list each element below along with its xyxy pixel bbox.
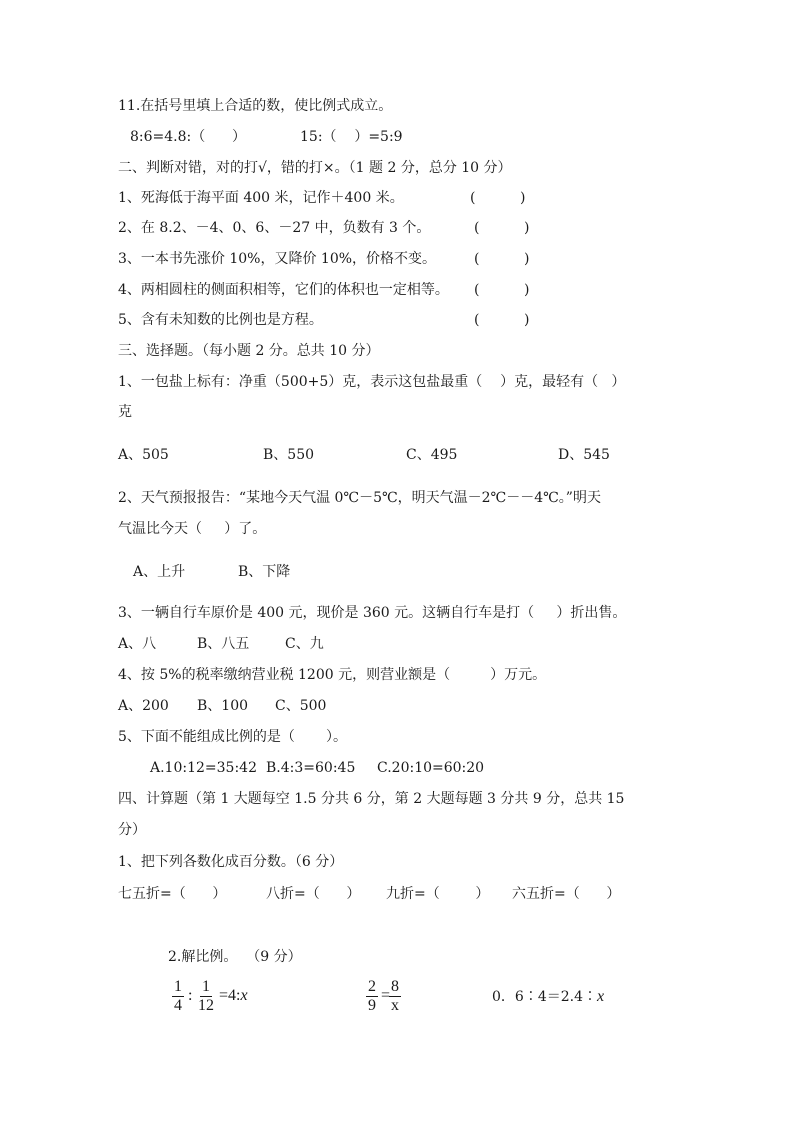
section4-title-line1: 四、计算题（第 1 大题每空 1.5 分共 6 分，第 2 大题每题 3 分共 9 分，总共 15 xyxy=(118,791,625,807)
choice-q1-line2: 克 xyxy=(118,404,132,420)
fraction-8-x: $\frac{8}{x}$ xyxy=(391,978,399,1014)
choice-q5-option-a: A.10:12=35:42 xyxy=(150,760,257,776)
calc-part1-item-1: 七五折=（ ） xyxy=(118,886,227,902)
choice-q1-option-c: C、495 xyxy=(406,447,458,463)
q11-title: 11.在括号里填上合适的数，使比例式成立。 xyxy=(118,98,393,114)
proportion-equation-3: 0．6∶4＝2.4∶x xyxy=(492,988,605,1005)
judge-item-1: 1、死海低于海平面 400 米，记作＋400 米。 xyxy=(118,190,404,206)
judge-blank-2: ( ) xyxy=(474,220,530,236)
choice-q2-option-a: A、上升 xyxy=(133,564,186,580)
choice-q2-line1: 2、天气预报报告：“某地今天气温 0℃－5℃，明天气温－2℃－－4℃。”明天 xyxy=(118,490,601,506)
judge-item-2: 2、在 8.2、－4、0、6、－27 中，负数有 3 个。 xyxy=(118,220,431,236)
choice-q3-option-a: A、八 xyxy=(118,636,157,652)
section4-title-line2: 分） xyxy=(118,822,146,838)
judge-item-5: 5、含有未知数的比例也是方程。 xyxy=(118,312,323,328)
judge-item-4: 4、两相圆柱的侧面积相等，它们的体积也一定相等。 xyxy=(118,282,449,298)
choice-q4-option-c: C、500 xyxy=(275,698,327,714)
choice-q5-option-c: C.20:10=60:20 xyxy=(377,760,485,776)
judge-blank-3: ( ) xyxy=(474,251,530,267)
judge-item-3: 3、一本书先涨价 10%，又降价 10%，价格不变。 xyxy=(118,251,437,267)
judge-blank-4: ( ) xyxy=(474,282,530,298)
fraction-1-4: $\frac{1}{4}$ xyxy=(174,978,182,1014)
judge-blank-5: ( ) xyxy=(474,312,530,328)
calc-part1-item-4: 六五折=（ ） xyxy=(512,886,621,902)
choice-q1-option-a: A、505 xyxy=(118,447,169,463)
section2-title: 二、判断对错，对的打√，错的打×。（1 题 2 分，总分 10 分） xyxy=(118,160,512,176)
q11-left-equation: 8:6=4.8:（ ） xyxy=(130,129,246,145)
choice-q4-line1: 4、按 5%的税率缴纳营业税 1200 元，则营业额是（ ）万元。 xyxy=(118,667,547,683)
choice-q3-option-c: C、九 xyxy=(285,636,324,652)
calc-part1-title: 1、把下列各数化成百分数。（6 分） xyxy=(118,854,344,870)
choice-q4-option-b: B、100 xyxy=(197,698,249,714)
section3-title: 三、选择题。（每小题 2 分。总共 10 分） xyxy=(118,343,380,359)
choice-q3-line1: 3、一辆自行车原价是 400 元，现价是 360 元。这辆自行车是打（ ）折出售。 xyxy=(118,605,627,621)
choice-q2-option-b: B、下降 xyxy=(238,564,291,580)
fraction-1-12: $\frac{1}{12}$ xyxy=(198,978,214,1014)
choice-q5-line1: 5、下面不能组成比例的是（ ）。 xyxy=(118,729,348,745)
calc-part1-item-2: 八折=（ ） xyxy=(266,886,361,902)
judge-blank-1: ( ) xyxy=(470,190,526,206)
choice-q1-line1: 1、一包盐上标有：净重（500+5）克，表示这包盐最重（ ）克，最轻有（ ） xyxy=(118,374,626,390)
choice-q3-option-b: B、八五 xyxy=(197,636,250,652)
q11-right-equation: 15:（ ）=5:9 xyxy=(300,129,403,145)
fraction-2-9: $\frac{2}{9}$ xyxy=(368,978,376,1014)
choice-q5-option-b: B.4:3=60:45 xyxy=(266,760,356,776)
choice-q1-option-d: D、545 xyxy=(558,447,610,463)
choice-q1-option-b: B、550 xyxy=(263,447,315,463)
choice-q4-option-a: A、200 xyxy=(118,698,169,714)
calc-part2-title: 2.解比例。 （9 分） xyxy=(168,949,302,965)
choice-q2-line2: 气温比今天（ ）了。 xyxy=(118,521,267,537)
calc-part1-item-3: 九折=（ ） xyxy=(386,886,490,902)
